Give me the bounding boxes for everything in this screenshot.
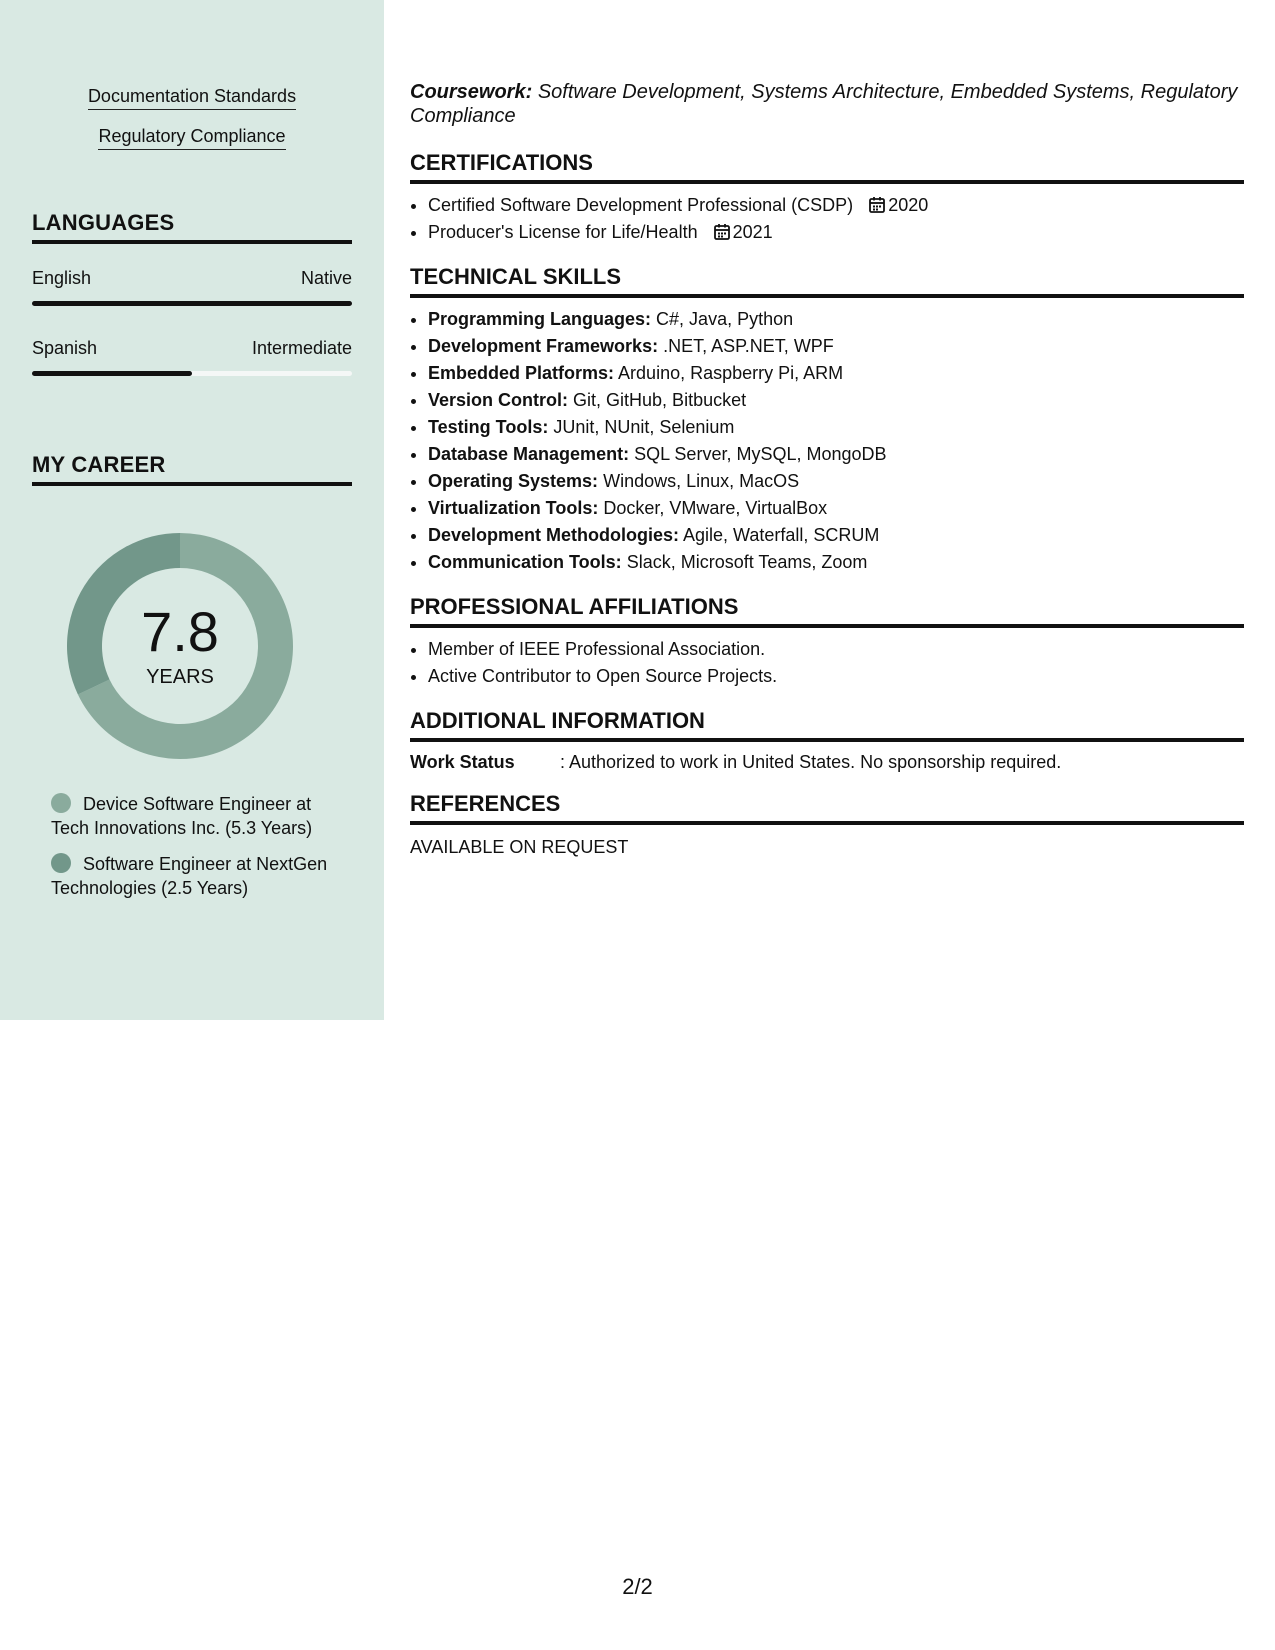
skill-item: [428, 360, 1244, 387]
skill-label: Version Control:: [428, 390, 569, 410]
skill-item: [428, 306, 1244, 333]
skill-value: .NET, ASP.NET, WPF: [663, 336, 834, 356]
skill-label: Communication Tools:: [428, 552, 622, 572]
affiliation-item: • Active Contributor to Open Source Projects.: [428, 663, 1244, 690]
legend-dot: [51, 853, 71, 873]
skill-label: Operating Systems:: [428, 471, 599, 491]
skill-label: Virtualization Tools:: [428, 498, 599, 518]
skill-item: [428, 414, 1244, 441]
language-level: Native: [300, 268, 352, 288]
coursework-label: Coursework:: [410, 81, 533, 103]
legend-dot: [51, 793, 71, 813]
language-bar: [32, 301, 352, 306]
career-unit: YEARS: [146, 666, 214, 688]
references-text: AVAILABLE ON REQUEST: [410, 837, 629, 857]
career-legend: [51, 792, 331, 912]
calendar-icon: [868, 196, 886, 214]
skill-value: SQL Server, MySQL, MongoDB: [634, 444, 887, 464]
technical-skills-list: [410, 306, 1244, 576]
coursework-text: Software Development, Systems Architecture, Embedded Systems, Regulatory Compliance: [410, 81, 1238, 127]
language-item: [32, 268, 352, 306]
donut-center: [66, 532, 294, 760]
skill-item: [428, 387, 1244, 414]
skill-label: Embedded Platforms:: [428, 363, 615, 383]
main-content: [410, 80, 1244, 858]
certifications-list: [410, 192, 1244, 246]
skill-value: JUnit, NUnit, Selenium: [553, 417, 735, 437]
certification-item: [428, 219, 1244, 246]
skill-label: Testing Tools:: [428, 417, 549, 437]
language-name: English: [32, 268, 92, 288]
skill-label: Database Management:: [428, 444, 630, 464]
skill-value: Docker, VMware, VirtualBox: [603, 498, 828, 518]
language-level: Intermediate: [251, 338, 352, 358]
career-total: 7.8: [141, 600, 219, 663]
skill-item: [428, 495, 1244, 522]
skill-tags: [0, 86, 384, 150]
career-section: [32, 452, 352, 486]
sidebar: [0, 0, 384, 1020]
skill-item: [428, 441, 1244, 468]
coursework: [410, 80, 1244, 128]
work-status-value: : Authorized to work in United States. No sponsorship required.: [560, 752, 1062, 772]
additional-info-heading: ADDITIONAL INFORMATION: [410, 708, 1244, 742]
work-status-row: [410, 752, 1244, 773]
languages-heading: LANGUAGES: [32, 210, 352, 244]
skill-value: Windows, Linux, MacOS: [603, 471, 800, 491]
certification-item: [428, 192, 1244, 219]
skill-label: Programming Languages:: [428, 309, 652, 329]
languages-section: [32, 210, 352, 376]
certification-year: 2021: [732, 222, 773, 242]
skill-value: Slack, Microsoft Teams, Zoom: [626, 552, 868, 572]
page-number: 2/2: [622, 1574, 653, 1599]
technical-skills-heading: TECHNICAL SKILLS: [410, 264, 1244, 298]
affiliations-list: [410, 636, 1244, 690]
calendar-icon: [713, 223, 731, 241]
language-name: Spanish: [32, 338, 98, 358]
career-heading: MY CAREER: [32, 452, 352, 486]
affiliations-heading: PROFESSIONAL AFFILIATIONS: [410, 594, 1244, 628]
certification-name: Producer's License for Life/Health: [428, 222, 698, 242]
skill-value: Git, GitHub, Bitbucket: [573, 390, 747, 410]
career-legend-item: [51, 852, 331, 900]
skill-item: [428, 522, 1244, 549]
skill-label: Development Frameworks:: [428, 336, 659, 356]
language-item: [32, 338, 352, 376]
career-donut-chart: [66, 532, 294, 760]
skill-value: C#, Java, Python: [656, 309, 794, 329]
skill-label: Development Methodologies:: [428, 525, 680, 545]
skill-tag: Regulatory Compliance: [98, 126, 285, 150]
career-label: Software Engineer at NextGen Technologies (2.5 Years): [51, 854, 328, 898]
work-status-label: Work Status: [410, 752, 515, 772]
skill-item: [428, 333, 1244, 360]
career-label: Device Software Engineer at Tech Innovations Inc. (5.3 Years): [51, 794, 313, 838]
affiliation-item: • Member of IEEE Professional Association.: [428, 636, 1244, 663]
language-bar-fill: [32, 371, 192, 376]
skill-item: [428, 549, 1244, 576]
career-legend-item: [51, 792, 331, 840]
skill-value: Agile, Waterfall, SCRUM: [683, 525, 880, 545]
skill-tag: Documentation Standards: [88, 86, 296, 110]
certification-name: Certified Software Development Professional (CSDP): [428, 195, 854, 215]
references-heading: REFERENCES: [410, 791, 1244, 825]
certifications-heading: CERTIFICATIONS: [410, 150, 1244, 184]
certification-year: 2020: [888, 195, 929, 215]
language-bar: [32, 371, 352, 376]
skill-value: Arduino, Raspberry Pi, ARM: [618, 363, 844, 383]
language-bar-fill: [32, 301, 352, 306]
skill-item: [428, 468, 1244, 495]
